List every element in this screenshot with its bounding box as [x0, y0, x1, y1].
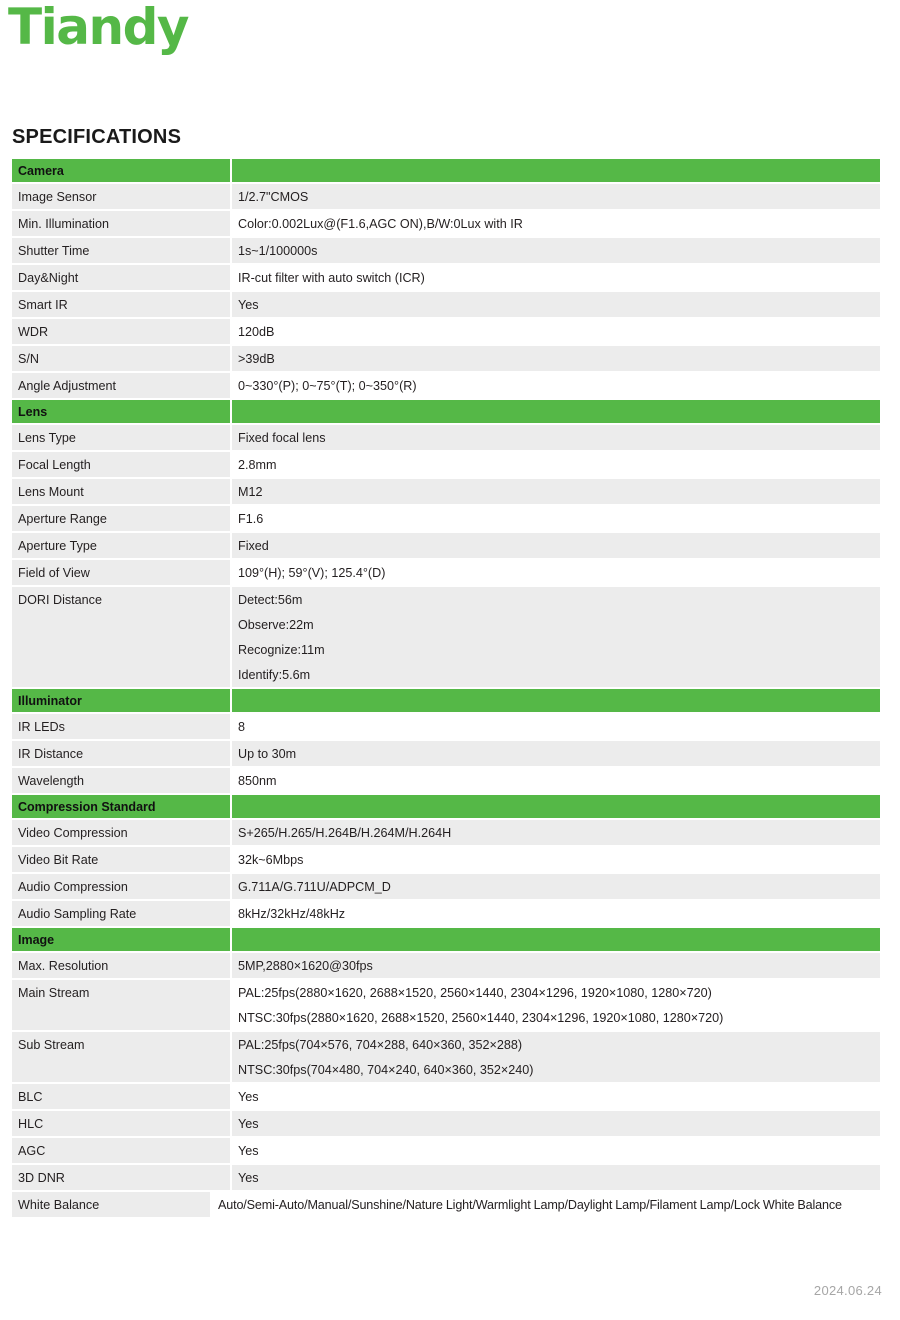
- table-row: [12, 901, 880, 926]
- table-row: [12, 319, 880, 344]
- spec-value-line: 850nm: [238, 774, 277, 788]
- spec-value-line: Yes: [238, 1117, 259, 1131]
- section-title: Lens: [18, 404, 48, 419]
- table-row: [12, 714, 880, 739]
- table-row: [12, 506, 880, 531]
- section-header: [12, 689, 880, 712]
- spec-value-line: 8: [238, 720, 246, 734]
- spec-label: S/N: [12, 346, 230, 371]
- spec-value-line: IR-cut filter with auto switch (ICR): [238, 271, 425, 285]
- table-row: [12, 768, 880, 793]
- spec-value: [232, 874, 880, 899]
- spec-value-line: Fixed focal lens: [238, 431, 326, 445]
- spec-value: [232, 506, 880, 531]
- spec-section: [12, 795, 880, 926]
- spec-value: [232, 533, 880, 558]
- spec-value-line: 5MP,2880×1620@30fps: [238, 959, 373, 973]
- spec-label: AGC: [12, 1138, 230, 1163]
- table-row: [12, 238, 880, 263]
- spec-label: Aperture Type: [12, 533, 230, 558]
- section-header-left: [12, 795, 230, 818]
- spec-value-line: PAL:25fps(2880×1620, 2688×1520, 2560×1440, 2304×1296, 1920×1080, 1280×720): [238, 986, 712, 1000]
- spec-label: DORI Distance: [12, 587, 230, 687]
- table-row: [12, 479, 880, 504]
- spec-value: [232, 1032, 880, 1082]
- spec-label: Min. Illumination: [12, 211, 230, 236]
- table-row: [12, 1084, 880, 1109]
- spec-value: [232, 425, 880, 450]
- spec-value: [232, 714, 880, 739]
- spec-label: Video Compression: [12, 820, 230, 845]
- table-row: [12, 1111, 880, 1136]
- spec-label: Image Sensor: [12, 184, 230, 209]
- spec-value-line: 1s~1/100000s: [238, 244, 318, 258]
- spec-value-line: Yes: [238, 1090, 259, 1104]
- table-row: [12, 1192, 880, 1217]
- spec-value-line: 8kHz/32kHz/48kHz: [238, 907, 346, 921]
- spec-label: Smart IR: [12, 292, 230, 317]
- spec-label: Audio Sampling Rate: [12, 901, 230, 926]
- spec-section: [12, 400, 880, 687]
- table-row: [12, 847, 880, 872]
- table-row: [12, 1138, 880, 1163]
- spec-section: [12, 159, 880, 398]
- spec-section: [12, 689, 880, 793]
- spec-label: Sub Stream: [12, 1032, 230, 1082]
- spec-value-line: Recognize:11m: [238, 643, 325, 657]
- spec-value-line: Detect:56m: [238, 593, 303, 607]
- section-header-right: [232, 400, 880, 423]
- spec-label: IR LEDs: [12, 714, 230, 739]
- spec-value: [232, 741, 880, 766]
- table-row: [12, 211, 880, 236]
- table-row: [12, 587, 880, 687]
- spec-value: [232, 1084, 880, 1109]
- spec-value-line: PAL:25fps(704×576, 704×288, 640×360, 352×288): [238, 1038, 523, 1052]
- spec-label: Lens Type: [12, 425, 230, 450]
- spec-label: BLC: [12, 1084, 230, 1109]
- section-header-left: [12, 400, 230, 423]
- spec-label: Shutter Time: [12, 238, 230, 263]
- spec-value-line: >39dB: [238, 352, 275, 366]
- spec-value: [232, 265, 880, 290]
- section-title: Image: [18, 932, 55, 947]
- spec-value-line: 120dB: [238, 325, 275, 339]
- spec-label: IR Distance: [12, 741, 230, 766]
- spec-value-line: Yes: [238, 1144, 259, 1158]
- spec-section: [12, 928, 880, 1217]
- spec-value: [232, 1165, 880, 1190]
- spec-label: 3D DNR: [12, 1165, 230, 1190]
- section-title: Illuminator: [18, 693, 82, 708]
- spec-label: Lens Mount: [12, 479, 230, 504]
- spec-value-line: Up to 30m: [238, 747, 297, 761]
- table-row: [12, 1165, 880, 1190]
- table-row: [12, 741, 880, 766]
- section-title: Camera: [18, 163, 64, 178]
- spec-value: [232, 346, 880, 371]
- spec-value: [232, 292, 880, 317]
- section-header: [12, 159, 880, 182]
- spec-value-line: Auto/Semi-Auto/Manual/Sunshine/Nature Light/Warmlight Lamp/Daylight Lamp/Filament Lamp/Lock White Balance: [218, 1198, 842, 1212]
- spec-label: WDR: [12, 319, 230, 344]
- spec-label: Wavelength: [12, 768, 230, 793]
- spec-label: White Balance: [12, 1192, 210, 1217]
- section-header: [12, 400, 880, 423]
- spec-value-line: S+265/H.265/H.264B/H.264M/H.264H: [238, 826, 452, 840]
- spec-value: [232, 901, 880, 926]
- table-row: [12, 346, 880, 371]
- spec-value: [232, 768, 880, 793]
- table-row: [12, 560, 880, 585]
- spec-value-line: F1.6: [238, 512, 264, 526]
- spec-value-line: M12: [238, 485, 263, 499]
- spec-value-line: 2.8mm: [238, 458, 277, 472]
- spec-label: HLC: [12, 1111, 230, 1136]
- spec-value-line: Color:0.002Lux@(F1.6,AGC ON),B/W:0Lux with IR: [238, 217, 523, 231]
- spec-value: [232, 560, 880, 585]
- spec-label: Aperture Range: [12, 506, 230, 531]
- spec-value-line: NTSC:30fps(2880×1620, 2688×1520, 2560×1440, 2304×1296, 1920×1080, 1280×720): [238, 1011, 724, 1025]
- spec-label: Focal Length: [12, 452, 230, 477]
- table-row: [12, 980, 880, 1030]
- spec-value: [232, 1111, 880, 1136]
- tiandy-logo: Tiandy: [8, 0, 188, 56]
- spec-label: Max. Resolution: [12, 953, 230, 978]
- spec-value: [232, 820, 880, 845]
- table-row: [12, 184, 880, 209]
- spec-value: [232, 452, 880, 477]
- table-row: [12, 425, 880, 450]
- table-row: [12, 820, 880, 845]
- spec-value: [232, 238, 880, 263]
- spec-value: [232, 847, 880, 872]
- spec-value-line: 1/2.7"CMOS: [238, 190, 309, 204]
- spec-value: [232, 184, 880, 209]
- spec-value: [232, 479, 880, 504]
- spec-value-line: 32k~6Mbps: [238, 853, 304, 867]
- spec-value: [212, 1192, 880, 1217]
- spec-value: [232, 587, 880, 687]
- section-header-right: [232, 159, 880, 182]
- section-header-left: [12, 159, 230, 182]
- spec-value-line: Fixed: [238, 539, 269, 553]
- section-header-right: [232, 795, 880, 818]
- spec-value-line: Observe:22m: [238, 618, 314, 632]
- spec-value-line: Yes: [238, 1171, 259, 1185]
- spec-value-line: G.711A/G.711U/ADPCM_D: [238, 880, 391, 894]
- spec-label: Audio Compression: [12, 874, 230, 899]
- spec-label: Angle Adjustment: [12, 373, 230, 398]
- table-row: [12, 874, 880, 899]
- table-row: [12, 1032, 880, 1082]
- spec-value-line: NTSC:30fps(704×480, 704×240, 640×360, 352×240): [238, 1063, 534, 1077]
- spec-value-line: 109°(H); 59°(V); 125.4°(D): [238, 566, 386, 580]
- table-row: [12, 265, 880, 290]
- table-row: [12, 292, 880, 317]
- page-title: SPECIFICATIONS: [12, 126, 182, 148]
- table-row: [12, 373, 880, 398]
- spec-value: [232, 1138, 880, 1163]
- spec-value-line: Yes: [238, 298, 259, 312]
- section-title: Compression Standard: [18, 799, 156, 814]
- spec-label: Field of View: [12, 560, 230, 585]
- spec-label: Day&Night: [12, 265, 230, 290]
- spec-value: [232, 319, 880, 344]
- footer-date: 2024.06.24: [813, 1283, 882, 1298]
- section-header: [12, 795, 880, 818]
- specifications-table: [12, 159, 880, 1219]
- section-header-right: [232, 689, 880, 712]
- table-row: [12, 533, 880, 558]
- section-header: [12, 928, 880, 951]
- spec-value-line: Identify:5.6m: [238, 668, 311, 682]
- section-header-left: [12, 689, 230, 712]
- spec-value: [232, 953, 880, 978]
- table-row: [12, 452, 880, 477]
- table-row: [12, 953, 880, 978]
- spec-value: [232, 373, 880, 398]
- section-header-right: [232, 928, 880, 951]
- spec-value: [232, 980, 880, 1030]
- spec-label: Main Stream: [12, 980, 230, 1030]
- spec-value: [232, 211, 880, 236]
- spec-value-line: 0~330°(P); 0~75°(T); 0~350°(R): [238, 379, 417, 393]
- section-header-left: [12, 928, 230, 951]
- spec-label: Video Bit Rate: [12, 847, 230, 872]
